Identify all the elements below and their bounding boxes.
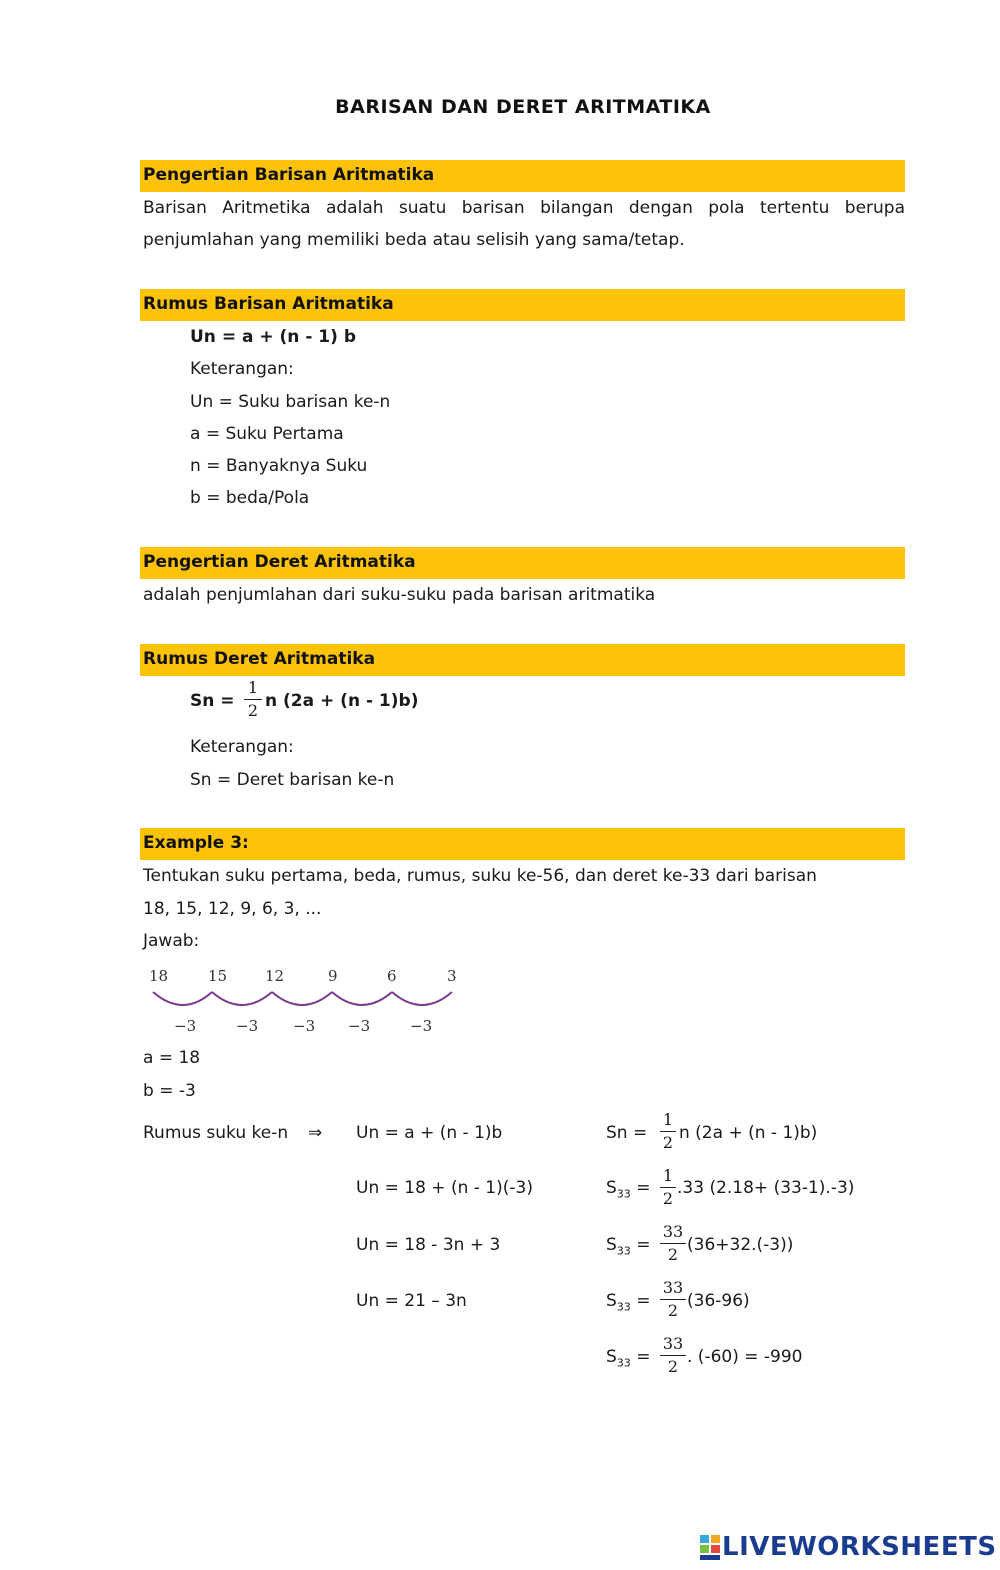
sn-lhs — [606, 1341, 650, 1379]
keterangan-label: Keterangan: — [190, 359, 294, 379]
sn-rhs: (36-96) — [687, 1291, 750, 1311]
formula-un: Un = a + (n - 1) b — [190, 327, 356, 347]
fraction-line — [660, 1355, 686, 1356]
fraction — [660, 1166, 676, 1209]
section-heading: Pengertian Barisan Aritmatika — [143, 165, 435, 185]
example-question-line-2: 18, 15, 12, 9, 6, 3, ... — [143, 899, 322, 919]
page-title: BARISAN DAN DERET ARITMATIKA — [335, 96, 711, 118]
difference-arc — [272, 992, 332, 1005]
sequence-term: 15 — [208, 967, 228, 985]
difference-arcs — [148, 988, 458, 1014]
section-header-pengertian-barisan — [140, 160, 905, 192]
difference-value: −3 — [410, 1017, 433, 1035]
fraction-numerator: 1 — [247, 678, 259, 697]
fraction-denominator: 2 — [247, 701, 259, 720]
keterangan-item: b = beda/Pola — [190, 488, 310, 508]
difference-value: −3 — [236, 1017, 259, 1035]
fraction-line — [660, 1299, 686, 1300]
s-symbol: S — [606, 1291, 617, 1311]
equals-sign: = — [630, 1235, 651, 1255]
sn-lhs: Sn = — [606, 1123, 648, 1143]
s-symbol: S — [606, 1178, 617, 1198]
section-heading: Pengertian Deret Aritmatika — [143, 552, 416, 572]
fraction-line — [244, 699, 262, 700]
brand-wordmark[interactable]: LIVEWORKSHEETS — [722, 1532, 997, 1562]
equals-sign: = — [630, 1347, 651, 1367]
liveworksheets-logo-icon — [700, 1532, 722, 1562]
equals-sign: = — [630, 1291, 651, 1311]
sn-lhs — [606, 1172, 650, 1210]
deret-definition: adalah penjumlahan dari suku-suku pada barisan aritmatika — [143, 585, 656, 605]
b-value: b = -3 — [143, 1081, 196, 1101]
fraction-denominator: 2 — [662, 1133, 674, 1152]
definition-line-2: penjumlahan yang memiliki beda atau selisih yang sama/tetap. — [143, 230, 685, 250]
jawab-label: Jawab: — [143, 931, 200, 951]
formula-sn-rhs: n (2a + (n - 1)b) — [265, 691, 419, 711]
sequence-term: 12 — [265, 967, 285, 985]
fraction-line — [660, 1131, 676, 1132]
fraction-numerator: 33 — [662, 1334, 684, 1353]
difference-value: −3 — [348, 1017, 371, 1035]
section-heading: Rumus Barisan Aritmatika — [143, 294, 394, 314]
difference-arc — [153, 992, 212, 1005]
fraction-denominator: 2 — [667, 1245, 679, 1264]
keterangan-item: a = Suku Pertama — [190, 424, 344, 444]
fraction-denominator: 2 — [667, 1357, 679, 1376]
difference-arc — [332, 992, 392, 1005]
un-step: Un = 18 - 3n + 3 — [356, 1235, 501, 1255]
difference-arc — [392, 992, 452, 1005]
fraction — [660, 1110, 676, 1153]
formula-sn-lhs: Sn = — [190, 691, 235, 711]
sn-lhs — [606, 1229, 650, 1267]
s-subscript: 33 — [616, 1187, 631, 1201]
fraction-denominator: 2 — [667, 1301, 679, 1320]
fraction-numerator: 33 — [662, 1278, 684, 1297]
implies-arrow: ⇒ — [308, 1123, 323, 1143]
sn-rhs: .33 (2.18+ (33-1).-3) — [677, 1178, 855, 1198]
difference-value: −3 — [293, 1017, 316, 1035]
sequence-term: 18 — [149, 967, 169, 985]
un-step: Un = 18 + (n - 1)(-3) — [356, 1178, 533, 1198]
difference-value: −3 — [174, 1017, 197, 1035]
s-symbol: S — [606, 1347, 617, 1367]
sn-rhs: (36+32.(-3)) — [687, 1235, 794, 1255]
fraction-half — [244, 678, 262, 721]
rumus-label: Rumus suku ke-n — [143, 1123, 289, 1143]
sn-lhs — [606, 1285, 650, 1323]
sequence-term: 6 — [387, 967, 397, 985]
fraction-numerator: 1 — [662, 1166, 674, 1185]
fraction — [660, 1222, 686, 1265]
s-subscript: 33 — [616, 1244, 631, 1258]
equals-sign: = — [630, 1178, 651, 1198]
un-step: Un = 21 – 3n — [356, 1291, 467, 1311]
section-header-pengertian-deret — [140, 547, 905, 579]
fraction-denominator: 2 — [662, 1189, 674, 1208]
section-header-example — [140, 828, 905, 860]
sn-rhs: . (-60) = -990 — [687, 1347, 803, 1367]
definition-line-1: Barisan Aritmetika adalah suatu barisan bilangan dengan pola tertentu berupa — [143, 198, 905, 218]
keterangan-label: Keterangan: — [190, 737, 294, 757]
fraction-numerator: 1 — [662, 1110, 674, 1129]
s-subscript: 33 — [616, 1356, 631, 1370]
a-value: a = 18 — [143, 1048, 201, 1068]
sequence-term: 9 — [328, 967, 338, 985]
fraction — [660, 1278, 686, 1321]
section-header-rumus-deret — [140, 644, 905, 676]
sequence-term: 3 — [447, 967, 457, 985]
example-question-line-1: Tentukan suku pertama, beda, rumus, suku ke-56, dan deret ke-33 dari barisan — [143, 866, 817, 886]
section-header-rumus-barisan — [140, 289, 905, 321]
fraction-line — [660, 1187, 676, 1188]
fraction — [660, 1334, 686, 1377]
fraction-line — [660, 1243, 686, 1244]
section-heading: Example 3: — [143, 833, 249, 853]
keterangan-item: Un = Suku barisan ke-n — [190, 392, 391, 412]
keterangan-item: Sn = Deret barisan ke-n — [190, 770, 395, 790]
un-step: Un = a + (n - 1)b — [356, 1123, 503, 1143]
s-subscript: 33 — [616, 1300, 631, 1314]
fraction-numerator: 33 — [662, 1222, 684, 1241]
keterangan-item: n = Banyaknya Suku — [190, 456, 368, 476]
section-heading: Rumus Deret Aritmatika — [143, 649, 376, 669]
s-symbol: S — [606, 1235, 617, 1255]
difference-arc — [212, 992, 272, 1005]
sn-rhs: n (2a + (n - 1)b) — [679, 1123, 818, 1143]
